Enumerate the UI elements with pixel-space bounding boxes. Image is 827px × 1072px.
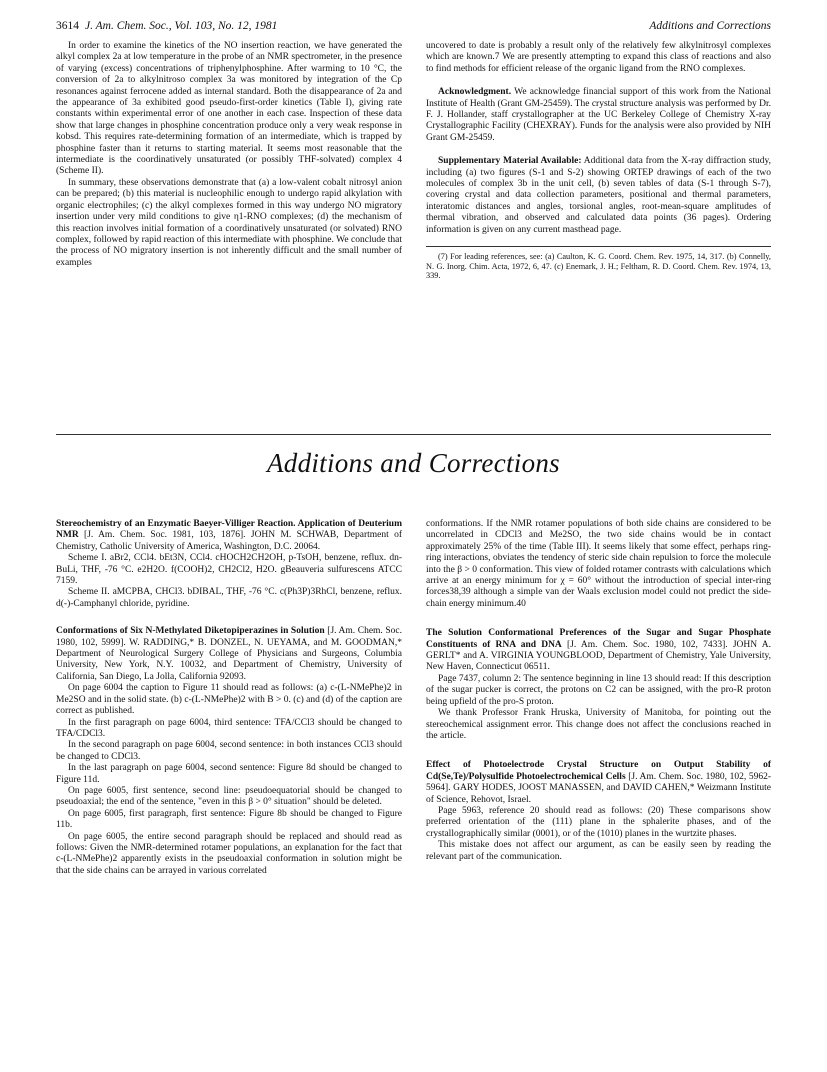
entry-4-title: Effect of Photoelectrode Crystal Structure on Output Stability of Cd(Se,Te)/Polysulfide Photoelectrochemical Cells (426, 760, 771, 782)
entry-4-heading (426, 760, 771, 806)
footnote-7: (7) For leading references, see: (a) Caulton, K. G. Coord. Chem. Rev. 1975, 14, 317. (b) Connelly, N. G. Inorg. Chim. Acta, 1972, 6, 47. (c) Enemark, J. H.; Feltham, R. D. Coord. Chem. Rev. 1974, 13, 339. (426, 252, 771, 281)
supplementary-label: Supplementary Material Available: (438, 156, 582, 167)
running-header (56, 20, 771, 36)
entry-1-scheme-1: Scheme I. aBr2, CCl4. bEt3N, CCl4. cHOCH2CH2OH, p-TsOH, benzene, reflux. dn-BuLi, THF, -76 °C. e2H2O. f(COOH)2, CH2Cl2, H2O. gBeauveria sulfurescens ATCC 7159. (56, 553, 402, 587)
supplementary-text: Additional data from the X-ray diffraction study, including (a) two figures (S-1 and S-2) showing ORTEP drawings of each of the two molecules of complex 3b in the unit cell, (b) seven tables of data (S-1 through S-7), covering crystal and data collection parameters, positional and thermal parameters, interatomic distances and angles, torsional angles, root-mean-square amplitudes of thermal vibration, and observed and calculated data points (36 pages). Ordering information is given on any current masthead page. (426, 156, 771, 235)
entry-2-heading (56, 626, 402, 683)
entry-3-ref: [J. Am. Chem. Soc. 1980, 102, 7433]. JOHN A. GERLT* and A. VIRGINIA YOUNGBLOOD, Department of Chemistry, Yale University, New Haven, Connecticut 06511. (426, 639, 772, 673)
supplementary-material (426, 156, 771, 236)
paragraph-kinetics: In order to examine the kinetics of the NO insertion reaction, we have generated the alkyl complex 2a at low temperature in the probe of an NMR spectrometer, in the presence of varying (excess) concentrations of triphenylphosphine. After warming to 10 °C, the conversion of 2a to alkylnitroso complex 3a was monitored by integration of the Cp resonances against ferrocene added as internal standard. Both the disappearance of 2a and the appearance of 3a exhibited good pseudo-first-order kinetics (Table I), giving rate constants within experimental error of one another in each case. Inspection of these data show that large changes in phosphine concentration produce only a very weak response in kobsd. This requires rate-determining formation of an intermediate, which is trapped by phosphine faster than it returns to starting material. It seems most reasonable that the intermediate is the coordinatively unsaturated (or possibly THF-solvated) complex 4 (Scheme II). (56, 41, 402, 177)
entry-2-ref: [J. Am. Chem. Soc. 1980, 102, 5999]. W. RADDING,* B. DONZEL, N. UEYAMA, and M. GOODMAN,* Department of Neurological Surgery College of Physicians and Surgeons, Columbia University, New York, N.Y. 10032, and Department of Chemistry, University of California, San Diego, La Jolla, California 92093. (56, 626, 402, 682)
entry-4-ref: [J. Am. Chem. Soc. 1980, 102, 5962-5964]. GARY HODES, JOOST MANASSEN, and DAVID CAHEN,* Weizmann Institute of Science, Rehovot, Israel. (426, 771, 771, 805)
paragraph-continuation: uncovered to date is probably a result only of the relatively few alkylnitrosyl complexes which are known.7 We are presently attempting to expand this class of reactions and also to find methods for efficient release of the organic ligand from the RNO complexes. (426, 41, 771, 74)
entry-2-paragraph: On page 6004 the caption to Figure 11 should read as follows: (a) c-(L-NMePhe)2 in Me2SO and in the solid state. (b) c-(L-NMePhe)2 with B > 0. (c) and (d) of the caption are correct as published. (56, 683, 402, 717)
entry-2-paragraph: On page 6005, first paragraph, first sentence: Figure 8b should be changed to Figure 11b. (56, 808, 402, 831)
entry-3-heading (426, 628, 771, 674)
section-title: Additions and Corrections (266, 448, 560, 478)
section-header: Additions and Corrections (649, 20, 771, 32)
bottom-right-column (426, 519, 771, 863)
entry-2-paragraph: On page 6005, first sentence, second line: pseudoequatorial should be changed to pseudoaxial; the end of the sentence, "even in this β > 0° situation" should be deleted. (56, 785, 402, 808)
paragraph-summary: In summary, these observations demonstrate that (a) a low-valent cobalt nitrosyl anion can be prepared; (b) this material is nucleophilic enough to undergo rapid alkylation with organic electrophiles; (c) the alkyl complexes formed in this way undergo NO migratory insertion under very mild conditions to give η1-RNO complexes; (d) the mechanism of this reaction involves initial formation of a coordinatively unsaturated (or solvated) RNO complex, followed by rapid reaction of this intermediate with phosphine. We conclude that the process of NO migratory insertion is not inherently difficult and the small number of examples (56, 177, 402, 268)
top-left-column (56, 41, 402, 269)
entry-3-title: The Solution Conformational Preferences of the Sugar and Sugar Phosphate Constituents of RNA and DNA (426, 628, 771, 650)
entry-1-scheme-2: Scheme II. aMCPBA, CHCl3. bDIBAL, THF, -76 °C. c(Ph3P)3RhCl, benzene, reflux. d(-)-Camphanyl chloride, pyridine. (56, 587, 402, 609)
entry-3-paragraph: We thank Professor Frank Hruska, University of Manitoba, for pointing out the stereochemical assignment error. This change does not affect the conclusions reached in the article. (426, 708, 771, 741)
page-number: 3614 (56, 20, 79, 32)
entry-2-paragraph: In the last paragraph on page 6004, second sentence: Figure 8d should be changed to Figure 11d. (56, 763, 402, 785)
entry-1-ref: [J. Am. Chem. Soc. 1981, 103, 1876]. JOHN M. SCHWAB, Department of Chemistry, Catholic University of America, Washington, D.C. 20064. (56, 530, 402, 552)
entry-1-heading (56, 519, 402, 553)
entry-2-paragraph: In the second paragraph on page 6004, second sentence: in both instances CCl3 should be changed to CDCl3. (56, 740, 402, 762)
entry-1-title: Stereochemistry of an Enzymatic Baeyer-Villiger Reaction. Application of Deuterium NMR (56, 519, 402, 541)
entry-4-paragraph: This mistake does not affect our argument, as can be easily seen by reading the relevant part of the communication. (426, 840, 771, 862)
entry-2-title: Conformations of Six N-Methylated Diketopiperazines in Solution (56, 626, 325, 637)
journal-citation: J. Am. Chem. Soc., Vol. 103, No. 12, 1981 (85, 20, 278, 32)
bottom-left-column (56, 519, 402, 877)
top-right-column (426, 41, 771, 281)
section-divider (56, 434, 771, 435)
entry-3-paragraph: Page 7437, column 2: The sentence beginning in line 13 should read: If this description of the sugar pucker is correct, the protons on C2 can be assigned, with the pro-R proton being upfield of the pro-S proton. (426, 673, 771, 707)
entry-2-paragraph: On page 6005, the entire second paragraph should be replaced and should read as follows: Given the NMR-determined rotamer populations, an explanation for the fact that c-(L-NMePhe)2 apparently exists in the pseudoaxial conformation in solution might be that the side chains can be arrayed in various correlated (56, 831, 402, 876)
entry-2-paragraph: In the first paragraph on page 6004, third sentence: TFA/CCl3 should be changed to TFA/CDCl3. (56, 717, 402, 739)
footnote-divider (426, 246, 771, 247)
acknowledgment-text: We acknowledge financial support of this work from the National Institute of Health (Grant GM-25459). The crystal structure analysis was performed by Dr. F. J. Hollander, staff crystallographer at the UC Berkeley College of Chemistry X-ray Crystallographic Facility (CHEXRAY). Funds for the analysis were also provided by NIH Grant GM-25459. (426, 87, 771, 143)
entry-4-paragraph: Page 5963, reference 20 should read as follows: (20) These comparisons show preferred orientation of the (111) plane in the sphalerite phases, and of the crystallographically similar (0001), or of the (1010) planes in the wurtzite phases. (426, 805, 771, 839)
acknowledgment (426, 87, 771, 144)
entry-2-continuation: conformations. If the NMR rotamer populations of both side chains are considered to be uncorrelated in CDCl3 and Me2SO, the two side chains would be in contact approximately 25% of the time (Table III). It seems likely that some effect, perhaps ring-ring interactions, obviates the tendency of steric side chain repulsion to force the molecule into the β > 0 conformation. This view of folded rotamer contrasts with calculations which arrive at an energy minimum for χ = 60° without the introduction of special inter-ring forces38,39 although a simple van der Waals exclusion model could not predict the side-chain energy minimum.40 (426, 519, 771, 609)
acknowledgment-label: Acknowledgment. (438, 87, 512, 98)
